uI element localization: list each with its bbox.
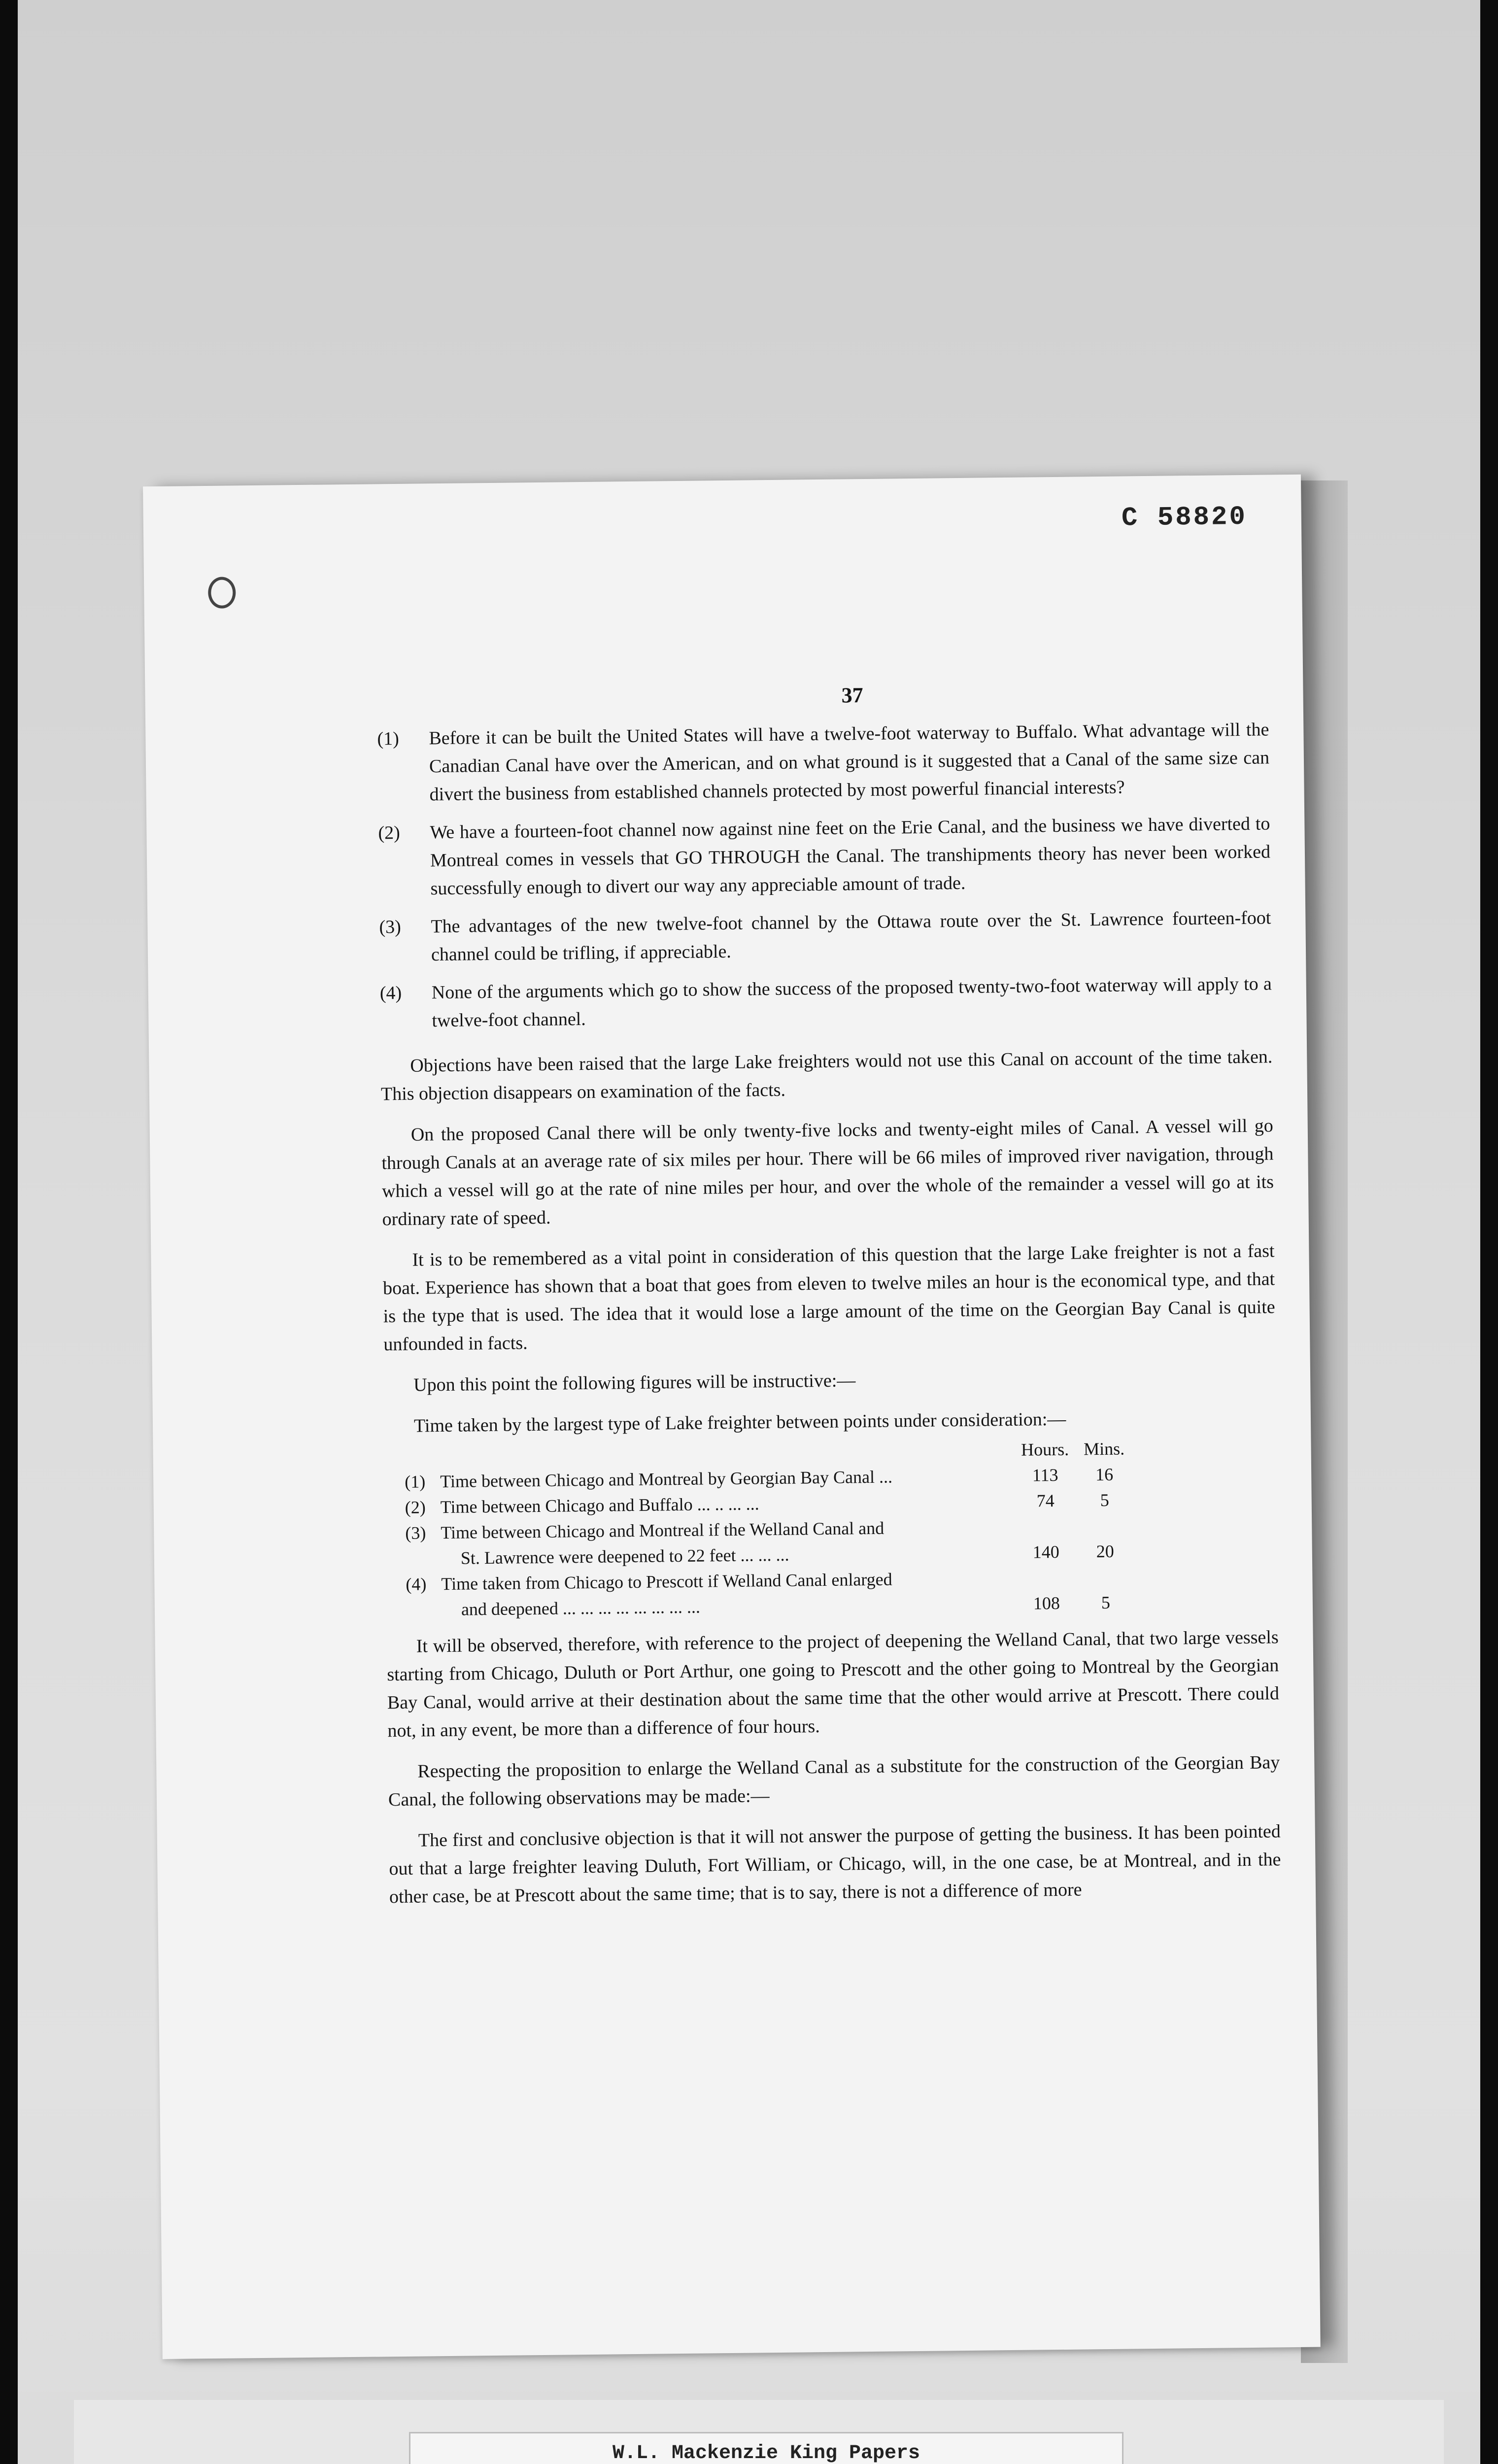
row-number: (2) (405, 1497, 426, 1517)
page-content (376, 677, 1281, 1924)
row-mins: 20 (1096, 1541, 1115, 1562)
row-number: (3) (405, 1523, 426, 1543)
paragraph-vital-point: It is to be remembered as a vital point in consideration of this question that the large Lake freighter is not a fast boat. Experience has shown that a boat that goes from eleven to twelve miles an hour is the economical type, and that is the type that is used. The idea that it would lose a large amount of the time on the Georgian Bay Canal is quite unfounded in facts. (382, 1240, 1275, 1355)
row-label-continued: and deepened ... ... ... ... ... ... ... ... (461, 1597, 701, 1619)
column-header-hours: Hours. (1021, 1439, 1069, 1460)
paragraph-respecting: Respecting the proposition to enlarge the Welland Canal as a substitute for the construction of the Georgian Bay Canal, the following observations may be made:— (388, 1752, 1280, 1811)
row-label: Time taken from Chicago to Prescott if Welland Canal enlarged (441, 1569, 892, 1594)
row-hours: 113 (1032, 1465, 1058, 1485)
row-mins: 5 (1100, 1490, 1109, 1510)
point-item (378, 810, 1271, 903)
point-number: (2) (378, 822, 400, 844)
time-table (404, 1436, 1135, 1622)
point-number: (1) (377, 728, 399, 750)
paragraph-time-taken: Time taken by the largest type of Lake freighter between points under consideration:— (413, 1408, 1066, 1437)
paragraph-first-objection: The first and conclusive objection is that it will not answer the purpose of getting the business. It has been pointed out that a large freighter leaving Duluth, Fort William, or Chicago, will, in the one case, be at Montreal, and in the other case, be at Prescott about the same time; that is to say, there is not a difference of more (389, 1821, 1281, 1908)
document-page (143, 475, 1321, 2359)
document-number: C 58820 (1121, 502, 1248, 534)
point-number: (3) (379, 916, 401, 938)
row-hours: 140 (1032, 1541, 1060, 1562)
point-text: We have a fourteen-foot channel now against nine feet on the Erie Canal, and the business we have diverted to Montreal comes in vessels that GO THROUGH the Canal. The transhipments theory has never been worked successfully enough to divert our way any appreciable amount of trade. (430, 813, 1271, 899)
point-number: (4) (379, 982, 402, 1004)
collection-label (409, 2432, 1124, 2464)
point-item (379, 904, 1271, 969)
row-mins: 16 (1095, 1464, 1114, 1485)
row-mins: 5 (1101, 1592, 1111, 1613)
paragraph-upon-this-point: Upon this point the following figures will be instructive:— (413, 1370, 856, 1396)
row-number: (4) (406, 1574, 427, 1594)
punch-hole-icon (208, 577, 236, 609)
row-label: Time between Chicago and Montreal if the Welland Canal and (441, 1518, 885, 1543)
point-text: None of the arguments which go to show the success of the proposed twenty-two-foot waterway will apply to a twelve-foot channel. (431, 973, 1272, 1031)
row-label: Time between Chicago and Buffalo ... .. ... ... (440, 1494, 759, 1517)
row-hours: 74 (1036, 1491, 1055, 1511)
point-text: The advantages of the new twelve-foot channel by the Ottawa route over the St. Lawrence fourteen-foot channel could be trifling, if appreciable. (431, 907, 1271, 965)
row-hours: 108 (1033, 1593, 1060, 1613)
point-text: Before it can be built the United States will have a twelve-foot waterway to Buffalo. What advantage will the Canadian Canal have over the American, and on what ground is it suggested that a Canal of the same size can divert the business from established channels protected by most powerful financial interests? (429, 719, 1270, 805)
paragraph-objections: Objections have been raised that the large Lake freighters would not use this Canal on account of the time taken. This objection disappears on examination of the facts. (380, 1046, 1273, 1105)
paragraph-proposed-canal: On the proposed Canal there will be only twenty-five locks and twenty-eight miles of Canal. A vessel will go through Canals at an average rate of six miles per hour. There will be 66 miles of improved river navigation, through which a vessel will go at the rate of nine miles per hour, and over the whole of the remainder a vessel will go at its ordinary rate of speed. (381, 1115, 1274, 1230)
row-label-continued: St. Lawrence were deepened to 22 feet ... ... ... (460, 1544, 789, 1568)
column-header-mins: Mins. (1083, 1438, 1125, 1459)
collection-name: W.L. Mackenzie King Papers (612, 2442, 920, 2464)
page-number: 37 (841, 683, 863, 708)
point-item (380, 970, 1272, 1035)
row-label: Time between Chicago and Montreal by Georgian Bay Canal ... (440, 1467, 893, 1492)
paragraph-observed: It will be observed, therefore, with reference to the project of deepening the Welland Canal, that two large vessels starting from Chicago, Duluth or Port Arthur, one going to Prescott and the other going to Montreal by the Georgian Bay Canal, would arrive at their destination about the same time that the other would arrive at Prescott. There could not, in any event, be more than a difference of four hours. (387, 1627, 1280, 1742)
row-number: (1) (405, 1472, 426, 1492)
point-item (377, 716, 1270, 809)
